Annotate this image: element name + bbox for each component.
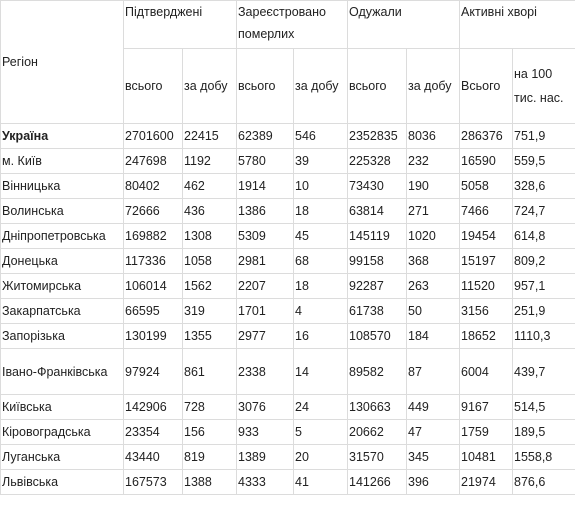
cell-active-per100k: 724,7 <box>513 199 575 224</box>
cell-confirmed-daily: 1562 <box>183 274 237 299</box>
cell-deaths-total: 1386 <box>237 199 294 224</box>
cell-confirmed-total: 72666 <box>124 199 183 224</box>
cell-active-total: 10481 <box>460 445 513 470</box>
cell-active-per100k: 876,6 <box>513 470 575 495</box>
cell-region: Житомирська <box>1 274 124 299</box>
cell-confirmed-daily: 1058 <box>183 249 237 274</box>
cell-active-per100k: 251,9 <box>513 299 575 324</box>
cell-confirmed-daily: 1308 <box>183 224 237 249</box>
cell-active-total: 3156 <box>460 299 513 324</box>
cell-active-total: 6004 <box>460 349 513 395</box>
cell-recovered-daily: 87 <box>407 349 460 395</box>
cell-recovered-total: 130663 <box>348 395 407 420</box>
cell-deaths-total: 5309 <box>237 224 294 249</box>
cell-confirmed-daily: 22415 <box>183 124 237 149</box>
table-row <box>1 149 575 174</box>
cell-confirmed-daily: 861 <box>183 349 237 395</box>
cell-deaths-total: 933 <box>237 420 294 445</box>
cell-deaths-total: 2338 <box>237 349 294 395</box>
cell-active-total: 15197 <box>460 249 513 274</box>
cell-region: Вінницька <box>1 174 124 199</box>
subheader-recovered-daily: за добу <box>407 49 460 124</box>
cell-confirmed-total: 130199 <box>124 324 183 349</box>
cell-deaths-daily: 18 <box>294 199 348 224</box>
cell-deaths-daily: 16 <box>294 324 348 349</box>
cell-confirmed-total: 247698 <box>124 149 183 174</box>
table-row <box>1 470 575 495</box>
cell-deaths-total: 4333 <box>237 470 294 495</box>
cell-recovered-daily: 47 <box>407 420 460 445</box>
cell-active-total: 16590 <box>460 149 513 174</box>
cell-active-total: 286376 <box>460 124 513 149</box>
cell-confirmed-total: 43440 <box>124 445 183 470</box>
cell-recovered-total: 2352835 <box>348 124 407 149</box>
cell-deaths-total: 3076 <box>237 395 294 420</box>
cell-active-per100k: 957,1 <box>513 274 575 299</box>
cell-confirmed-daily: 1388 <box>183 470 237 495</box>
cell-deaths-daily: 5 <box>294 420 348 445</box>
cell-recovered-total: 89582 <box>348 349 407 395</box>
table-body <box>1 124 575 495</box>
cell-recovered-total: 20662 <box>348 420 407 445</box>
subheader-active-per100k: на 100 тис. нас. <box>513 49 575 124</box>
cell-recovered-daily: 345 <box>407 445 460 470</box>
cell-recovered-total: 61738 <box>348 299 407 324</box>
header-recovered: Одужали <box>348 1 460 49</box>
cell-deaths-total: 5780 <box>237 149 294 174</box>
cell-deaths-daily: 14 <box>294 349 348 395</box>
cell-deaths-daily: 18 <box>294 274 348 299</box>
subheader-confirmed-daily: за добу <box>183 49 237 124</box>
header-deaths: Зареєстровано померлих <box>237 1 348 49</box>
cell-active-per100k: 439,7 <box>513 349 575 395</box>
cell-region: м. Київ <box>1 149 124 174</box>
cell-confirmed-total: 167573 <box>124 470 183 495</box>
cell-region: Закарпатська <box>1 299 124 324</box>
cell-active-per100k: 809,2 <box>513 249 575 274</box>
cell-recovered-daily: 396 <box>407 470 460 495</box>
subheader-confirmed-total: всього <box>124 49 183 124</box>
cell-recovered-total: 225328 <box>348 149 407 174</box>
cell-deaths-total: 2977 <box>237 324 294 349</box>
cell-region: Україна <box>1 124 124 149</box>
cell-confirmed-total: 80402 <box>124 174 183 199</box>
cell-confirmed-total: 2701600 <box>124 124 183 149</box>
cell-confirmed-daily: 319 <box>183 299 237 324</box>
cell-active-total: 18652 <box>460 324 513 349</box>
cell-deaths-daily: 39 <box>294 149 348 174</box>
cell-region: Донецька <box>1 249 124 274</box>
cell-active-total: 21974 <box>460 470 513 495</box>
table-row <box>1 249 575 274</box>
cell-recovered-total: 99158 <box>348 249 407 274</box>
cell-deaths-daily: 10 <box>294 174 348 199</box>
cell-confirmed-total: 106014 <box>124 274 183 299</box>
cell-recovered-total: 73430 <box>348 174 407 199</box>
table-row <box>1 124 575 149</box>
cell-confirmed-total: 66595 <box>124 299 183 324</box>
header-active: Активні хворі <box>460 1 575 49</box>
cell-deaths-total: 2981 <box>237 249 294 274</box>
cell-active-total: 7466 <box>460 199 513 224</box>
cell-deaths-daily: 20 <box>294 445 348 470</box>
cell-recovered-total: 31570 <box>348 445 407 470</box>
cell-recovered-daily: 1020 <box>407 224 460 249</box>
cell-confirmed-daily: 1192 <box>183 149 237 174</box>
cell-confirmed-daily: 819 <box>183 445 237 470</box>
cell-region: Київська <box>1 395 124 420</box>
cell-active-total: 9167 <box>460 395 513 420</box>
subheader-active-total: Всього <box>460 49 513 124</box>
cell-recovered-total: 141266 <box>348 470 407 495</box>
cell-recovered-daily: 271 <box>407 199 460 224</box>
table-row <box>1 199 575 224</box>
header-confirmed: Підтверджені <box>124 1 237 49</box>
cell-region: Запорізька <box>1 324 124 349</box>
table-row <box>1 324 575 349</box>
cell-confirmed-daily: 728 <box>183 395 237 420</box>
table-row <box>1 445 575 470</box>
cell-recovered-daily: 184 <box>407 324 460 349</box>
cell-confirmed-total: 169882 <box>124 224 183 249</box>
cell-recovered-total: 63814 <box>348 199 407 224</box>
cell-confirmed-daily: 1355 <box>183 324 237 349</box>
table-row <box>1 299 575 324</box>
cell-active-per100k: 559,5 <box>513 149 575 174</box>
cell-active-total: 5058 <box>460 174 513 199</box>
cell-recovered-total: 108570 <box>348 324 407 349</box>
cell-confirmed-daily: 462 <box>183 174 237 199</box>
cell-confirmed-daily: 156 <box>183 420 237 445</box>
cell-active-per100k: 614,8 <box>513 224 575 249</box>
cell-deaths-daily: 4 <box>294 299 348 324</box>
cell-active-per100k: 751,9 <box>513 124 575 149</box>
cell-region: Луганська <box>1 445 124 470</box>
cell-recovered-daily: 232 <box>407 149 460 174</box>
cell-confirmed-total: 142906 <box>124 395 183 420</box>
cell-deaths-total: 1914 <box>237 174 294 199</box>
cell-recovered-daily: 368 <box>407 249 460 274</box>
cell-deaths-total: 62389 <box>237 124 294 149</box>
cell-confirmed-daily: 436 <box>183 199 237 224</box>
table-row <box>1 395 575 420</box>
cell-active-total: 11520 <box>460 274 513 299</box>
subheader-deaths-total: всього <box>237 49 294 124</box>
cell-active-total: 19454 <box>460 224 513 249</box>
cell-deaths-daily: 68 <box>294 249 348 274</box>
table-row <box>1 224 575 249</box>
cell-recovered-daily: 8036 <box>407 124 460 149</box>
subheader-recovered-total: всього <box>348 49 407 124</box>
cell-deaths-daily: 546 <box>294 124 348 149</box>
cell-active-per100k: 328,6 <box>513 174 575 199</box>
cell-active-per100k: 1558,8 <box>513 445 575 470</box>
cell-deaths-daily: 41 <box>294 470 348 495</box>
cell-deaths-daily: 24 <box>294 395 348 420</box>
subheader-deaths-daily: за добу <box>294 49 348 124</box>
cell-confirmed-total: 117336 <box>124 249 183 274</box>
table-row <box>1 174 575 199</box>
cell-confirmed-total: 97924 <box>124 349 183 395</box>
cell-deaths-daily: 45 <box>294 224 348 249</box>
cell-deaths-total: 1389 <box>237 445 294 470</box>
cell-active-total: 1759 <box>460 420 513 445</box>
cell-recovered-daily: 50 <box>407 299 460 324</box>
cell-active-per100k: 514,5 <box>513 395 575 420</box>
table-row <box>1 349 575 395</box>
header-region: Регіон <box>1 1 124 124</box>
cell-deaths-total: 2207 <box>237 274 294 299</box>
cell-active-per100k: 1110,3 <box>513 324 575 349</box>
cell-recovered-daily: 263 <box>407 274 460 299</box>
cell-region: Львівська <box>1 470 124 495</box>
cell-region: Івано-Франківська <box>1 349 124 395</box>
cell-active-per100k: 189,5 <box>513 420 575 445</box>
cell-region: Дніпропетровська <box>1 224 124 249</box>
cell-recovered-daily: 449 <box>407 395 460 420</box>
cell-region: Кіровоградська <box>1 420 124 445</box>
cell-recovered-total: 145119 <box>348 224 407 249</box>
cell-deaths-total: 1701 <box>237 299 294 324</box>
table-row <box>1 420 575 445</box>
cell-recovered-daily: 190 <box>407 174 460 199</box>
cell-confirmed-total: 23354 <box>124 420 183 445</box>
cell-recovered-total: 92287 <box>348 274 407 299</box>
cell-region: Волинська <box>1 199 124 224</box>
table-row <box>1 274 575 299</box>
